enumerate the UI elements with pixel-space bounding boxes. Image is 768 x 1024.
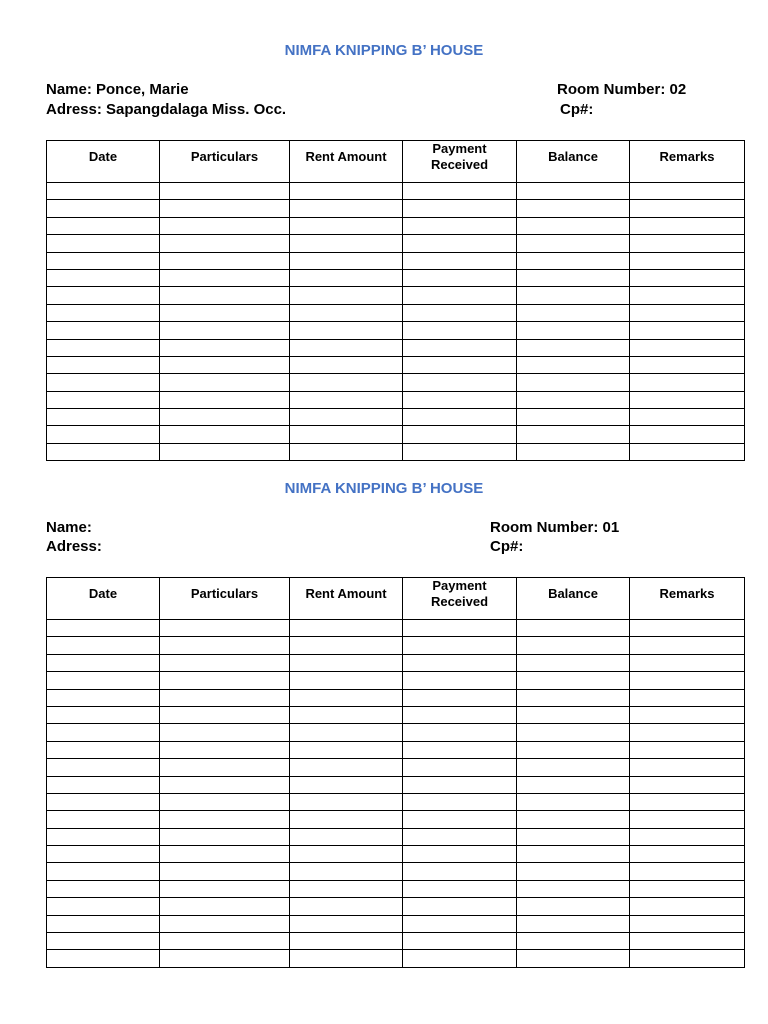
table-cell[interactable] (403, 409, 517, 426)
table-cell[interactable] (517, 426, 630, 443)
table-cell[interactable] (403, 915, 517, 932)
table-cell[interactable] (630, 304, 745, 321)
table-cell[interactable] (290, 304, 403, 321)
table-cell[interactable] (160, 880, 290, 897)
payment-header-line2: Received (430, 594, 489, 609)
table-row (47, 863, 745, 880)
table-cell[interactable] (630, 880, 745, 897)
table-cell[interactable] (403, 776, 517, 793)
table-cell[interactable] (160, 217, 290, 234)
table-cell[interactable] (517, 880, 630, 897)
table-cell[interactable] (403, 672, 517, 689)
table-row (47, 426, 745, 443)
table-cell[interactable] (517, 217, 630, 234)
table-cell[interactable] (160, 793, 290, 810)
table-cell[interactable] (630, 776, 745, 793)
table-cell[interactable] (290, 287, 403, 304)
table-cell[interactable] (517, 287, 630, 304)
table-cell[interactable] (630, 200, 745, 217)
form2-room-number: Room Number: 01 (490, 519, 620, 536)
table-cell[interactable] (630, 269, 745, 286)
table-cell[interactable] (47, 898, 160, 915)
table-cell[interactable] (517, 950, 630, 967)
table-cell[interactable] (630, 846, 745, 863)
table-cell[interactable] (47, 828, 160, 845)
table-cell[interactable] (47, 374, 160, 391)
table-cell[interactable] (290, 811, 403, 828)
table-cell[interactable] (160, 863, 290, 880)
payment-header-line1: Payment (432, 578, 487, 593)
table-cell[interactable] (47, 654, 160, 671)
table-cell[interactable] (403, 426, 517, 443)
table-cell[interactable] (290, 846, 403, 863)
table-cell[interactable] (403, 391, 517, 408)
table-cell[interactable] (47, 322, 160, 339)
table-row (47, 443, 745, 460)
table-cell[interactable] (160, 654, 290, 671)
table-cell[interactable] (517, 620, 630, 637)
table-cell[interactable] (517, 898, 630, 915)
table-cell[interactable] (47, 706, 160, 723)
table-cell[interactable] (47, 915, 160, 932)
form2-address-field: Adress: (46, 538, 102, 555)
table-row (47, 217, 745, 234)
table-cell[interactable] (403, 620, 517, 637)
table-cell[interactable] (403, 654, 517, 671)
table-cell[interactable] (630, 828, 745, 845)
table-cell[interactable] (290, 443, 403, 460)
table-cell[interactable] (160, 183, 290, 200)
table-cell[interactable] (517, 409, 630, 426)
table-header-row (47, 141, 745, 183)
table-cell[interactable] (517, 741, 630, 758)
table-cell[interactable] (403, 252, 517, 269)
table-cell[interactable] (517, 811, 630, 828)
table-row (47, 322, 745, 339)
table-row (47, 793, 745, 810)
table-row (47, 759, 745, 776)
table-row (47, 269, 745, 286)
table-cell[interactable] (517, 183, 630, 200)
table-cell[interactable] (630, 339, 745, 356)
table-cell[interactable] (290, 339, 403, 356)
table-cell[interactable] (403, 339, 517, 356)
form2-title: NIMFA KNIPPING B’ HOUSE (284, 480, 484, 497)
table-cell[interactable] (47, 339, 160, 356)
table-cell[interactable] (47, 880, 160, 897)
table-cell[interactable] (517, 391, 630, 408)
table-cell[interactable] (160, 374, 290, 391)
table-cell[interactable] (160, 672, 290, 689)
table-cell[interactable] (290, 776, 403, 793)
table-cell[interactable] (290, 741, 403, 758)
table-cell[interactable] (630, 322, 745, 339)
table-cell[interactable] (403, 200, 517, 217)
table-cell[interactable] (517, 269, 630, 286)
table-cell[interactable] (403, 880, 517, 897)
table-cell[interactable] (630, 374, 745, 391)
table-cell[interactable] (517, 689, 630, 706)
table-cell[interactable] (517, 846, 630, 863)
table-row (47, 950, 745, 967)
table-cell[interactable] (403, 793, 517, 810)
table-cell[interactable] (160, 933, 290, 950)
table-cell[interactable] (630, 672, 745, 689)
table-cell[interactable] (160, 828, 290, 845)
table-cell[interactable] (630, 217, 745, 234)
table-row (47, 654, 745, 671)
table-cell[interactable] (403, 846, 517, 863)
table-cell[interactable] (290, 426, 403, 443)
table-cell[interactable] (630, 409, 745, 426)
table-cell[interactable] (403, 706, 517, 723)
table-row (47, 915, 745, 932)
table-cell[interactable] (517, 322, 630, 339)
table-cell[interactable] (290, 374, 403, 391)
table-cell[interactable] (47, 637, 160, 654)
table-cell[interactable] (630, 863, 745, 880)
table-cell[interactable] (403, 741, 517, 758)
table-row (47, 828, 745, 845)
table-cell[interactable] (290, 759, 403, 776)
column-header-rent-amount: Rent Amount (290, 141, 403, 183)
table-cell[interactable] (630, 793, 745, 810)
table-cell[interactable] (630, 235, 745, 252)
column-header-date: Date (47, 578, 160, 620)
table-cell[interactable] (160, 409, 290, 426)
table-cell[interactable] (47, 950, 160, 967)
table-cell[interactable] (290, 637, 403, 654)
table-cell[interactable] (47, 200, 160, 217)
table-cell[interactable] (47, 391, 160, 408)
table-cell[interactable] (160, 950, 290, 967)
table-row (47, 409, 745, 426)
table-cell[interactable] (630, 252, 745, 269)
table-cell[interactable] (517, 863, 630, 880)
table-cell[interactable] (517, 776, 630, 793)
column-header-balance: Balance (517, 141, 630, 183)
table-cell[interactable] (630, 443, 745, 460)
table-row (47, 672, 745, 689)
table-cell[interactable] (160, 846, 290, 863)
table-row (47, 339, 745, 356)
payment-header-line2: Received (430, 157, 489, 172)
table-cell[interactable] (517, 793, 630, 810)
table-cell[interactable] (47, 741, 160, 758)
table-cell[interactable] (290, 183, 403, 200)
table-cell[interactable] (630, 741, 745, 758)
table-cell[interactable] (630, 654, 745, 671)
table-cell[interactable] (290, 217, 403, 234)
table-cell[interactable] (517, 356, 630, 373)
table-cell[interactable] (290, 706, 403, 723)
table-cell[interactable] (403, 689, 517, 706)
table-cell[interactable] (630, 183, 745, 200)
table-cell[interactable] (403, 637, 517, 654)
table-cell[interactable] (630, 287, 745, 304)
table-cell[interactable] (403, 443, 517, 460)
table-cell[interactable] (403, 811, 517, 828)
table-cell[interactable] (290, 950, 403, 967)
table-cell[interactable] (47, 217, 160, 234)
table-cell[interactable] (290, 724, 403, 741)
table-row (47, 898, 745, 915)
table-cell[interactable] (403, 183, 517, 200)
table-cell[interactable] (517, 724, 630, 741)
table-cell[interactable] (160, 689, 290, 706)
table-row (47, 391, 745, 408)
table-cell[interactable] (403, 724, 517, 741)
table-cell[interactable] (403, 322, 517, 339)
table-cell[interactable] (290, 672, 403, 689)
table-cell[interactable] (517, 374, 630, 391)
table-cell[interactable] (403, 356, 517, 373)
column-header-remarks: Remarks (630, 141, 745, 183)
table-cell[interactable] (47, 183, 160, 200)
table-cell[interactable] (47, 443, 160, 460)
table-cell[interactable] (160, 426, 290, 443)
table-cell[interactable] (47, 689, 160, 706)
table-cell[interactable] (630, 356, 745, 373)
column-header-payment-received (403, 578, 517, 620)
table-cell[interactable] (403, 374, 517, 391)
table-cell[interactable] (47, 724, 160, 741)
table-cell[interactable] (403, 217, 517, 234)
table-cell[interactable] (160, 443, 290, 460)
table-cell[interactable] (160, 287, 290, 304)
table-cell[interactable] (160, 235, 290, 252)
form1-cp-field: Cp#: (560, 101, 594, 118)
table-cell[interactable] (630, 811, 745, 828)
table-row (47, 637, 745, 654)
table-cell[interactable] (290, 322, 403, 339)
table-cell[interactable] (517, 304, 630, 321)
table-cell[interactable] (517, 706, 630, 723)
table-cell[interactable] (290, 252, 403, 269)
table-cell[interactable] (630, 637, 745, 654)
table-cell[interactable] (47, 672, 160, 689)
table-cell[interactable] (517, 654, 630, 671)
table-cell[interactable] (160, 391, 290, 408)
table-cell[interactable] (517, 933, 630, 950)
table-cell[interactable] (290, 898, 403, 915)
table-cell[interactable] (47, 426, 160, 443)
table-header-row (47, 578, 745, 620)
table-cell[interactable] (517, 828, 630, 845)
table-cell[interactable] (47, 620, 160, 637)
table-cell[interactable] (517, 672, 630, 689)
table-cell[interactable] (47, 287, 160, 304)
table-cell[interactable] (290, 200, 403, 217)
column-header-date: Date (47, 141, 160, 183)
table-row (47, 724, 745, 741)
table-cell[interactable] (290, 269, 403, 286)
table-row (47, 374, 745, 391)
table-cell[interactable] (47, 776, 160, 793)
column-header-payment-received (403, 141, 517, 183)
payment-header-line1: Payment (432, 141, 487, 156)
table-cell[interactable] (47, 269, 160, 286)
table-cell[interactable] (290, 828, 403, 845)
table-cell[interactable] (160, 620, 290, 637)
table-row (47, 620, 745, 637)
table-cell[interactable] (47, 235, 160, 252)
table-cell[interactable] (290, 915, 403, 932)
table-cell[interactable] (403, 759, 517, 776)
table-cell[interactable] (290, 880, 403, 897)
table-cell[interactable] (517, 637, 630, 654)
form1-ledger-table (46, 140, 745, 461)
table-cell[interactable] (403, 235, 517, 252)
table-cell[interactable] (160, 706, 290, 723)
table-cell[interactable] (160, 759, 290, 776)
table-row (47, 287, 745, 304)
table-row (47, 689, 745, 706)
table-cell[interactable] (160, 898, 290, 915)
table-cell[interactable] (160, 776, 290, 793)
table-cell[interactable] (630, 426, 745, 443)
table-cell[interactable] (290, 391, 403, 408)
table-cell[interactable] (160, 915, 290, 932)
form2-name-field: Name: (46, 519, 92, 536)
table-cell[interactable] (403, 828, 517, 845)
table-row (47, 880, 745, 897)
table-cell[interactable] (517, 200, 630, 217)
table-cell[interactable] (403, 933, 517, 950)
table-cell[interactable] (160, 200, 290, 217)
table-cell[interactable] (630, 724, 745, 741)
table-row (47, 183, 745, 200)
table-cell[interactable] (47, 304, 160, 321)
table-cell[interactable] (630, 898, 745, 915)
table-cell[interactable] (517, 252, 630, 269)
table-cell[interactable] (517, 235, 630, 252)
table-cell[interactable] (160, 252, 290, 269)
table-row (47, 356, 745, 373)
table-cell[interactable] (630, 391, 745, 408)
table-cell[interactable] (517, 915, 630, 932)
table-row (47, 706, 745, 723)
table-cell[interactable] (517, 443, 630, 460)
table-cell[interactable] (160, 339, 290, 356)
column-header-particulars: Particulars (160, 578, 290, 620)
table-cell[interactable] (290, 689, 403, 706)
table-cell[interactable] (160, 269, 290, 286)
column-header-remarks: Remarks (630, 578, 745, 620)
table-cell[interactable] (160, 304, 290, 321)
table-row (47, 252, 745, 269)
table-cell[interactable] (47, 811, 160, 828)
table-cell[interactable] (47, 252, 160, 269)
table-row (47, 933, 745, 950)
table-cell[interactable] (403, 863, 517, 880)
table-cell[interactable] (290, 235, 403, 252)
table-cell[interactable] (403, 950, 517, 967)
table-cell[interactable] (47, 356, 160, 373)
table-cell[interactable] (160, 356, 290, 373)
table-cell[interactable] (290, 620, 403, 637)
table-row (47, 741, 745, 758)
column-header-rent-amount: Rent Amount (290, 578, 403, 620)
table-row (47, 200, 745, 217)
table-row (47, 846, 745, 863)
table-cell[interactable] (47, 759, 160, 776)
table-cell[interactable] (290, 933, 403, 950)
form1-room-number: Room Number: 02 (557, 81, 687, 98)
form1-name-field: Name: Ponce, Marie (46, 81, 189, 98)
table-cell[interactable] (403, 304, 517, 321)
table-row (47, 235, 745, 252)
form1-address-field: Adress: Sapangdalaga Miss. Occ. (46, 101, 287, 118)
table-cell[interactable] (47, 409, 160, 426)
table-cell[interactable] (47, 846, 160, 863)
table-cell[interactable] (630, 933, 745, 950)
table-cell[interactable] (630, 950, 745, 967)
form2-ledger-table (46, 577, 745, 968)
table-cell[interactable] (290, 654, 403, 671)
table-row (47, 811, 745, 828)
column-header-particulars: Particulars (160, 141, 290, 183)
table-cell[interactable] (47, 793, 160, 810)
table-cell[interactable] (290, 409, 403, 426)
table-cell[interactable] (517, 759, 630, 776)
table-cell[interactable] (630, 706, 745, 723)
table-row (47, 304, 745, 321)
table-row (47, 776, 745, 793)
table-cell[interactable] (160, 724, 290, 741)
table-cell[interactable] (290, 793, 403, 810)
table-cell[interactable] (47, 933, 160, 950)
table-cell[interactable] (47, 863, 160, 880)
form1-title: NIMFA KNIPPING B’ HOUSE (284, 42, 484, 59)
form2-cp-field: Cp#: (490, 538, 524, 555)
table-cell[interactable] (630, 620, 745, 637)
table-cell[interactable] (630, 759, 745, 776)
table-cell[interactable] (160, 322, 290, 339)
table-cell[interactable] (290, 863, 403, 880)
table-cell[interactable] (403, 898, 517, 915)
table-cell[interactable] (517, 339, 630, 356)
table-cell[interactable] (630, 689, 745, 706)
table-cell[interactable] (403, 269, 517, 286)
table-cell[interactable] (160, 811, 290, 828)
table-cell[interactable] (160, 637, 290, 654)
table-cell[interactable] (290, 356, 403, 373)
table-cell[interactable] (630, 915, 745, 932)
table-cell[interactable] (403, 287, 517, 304)
table-cell[interactable] (160, 741, 290, 758)
column-header-balance: Balance (517, 578, 630, 620)
